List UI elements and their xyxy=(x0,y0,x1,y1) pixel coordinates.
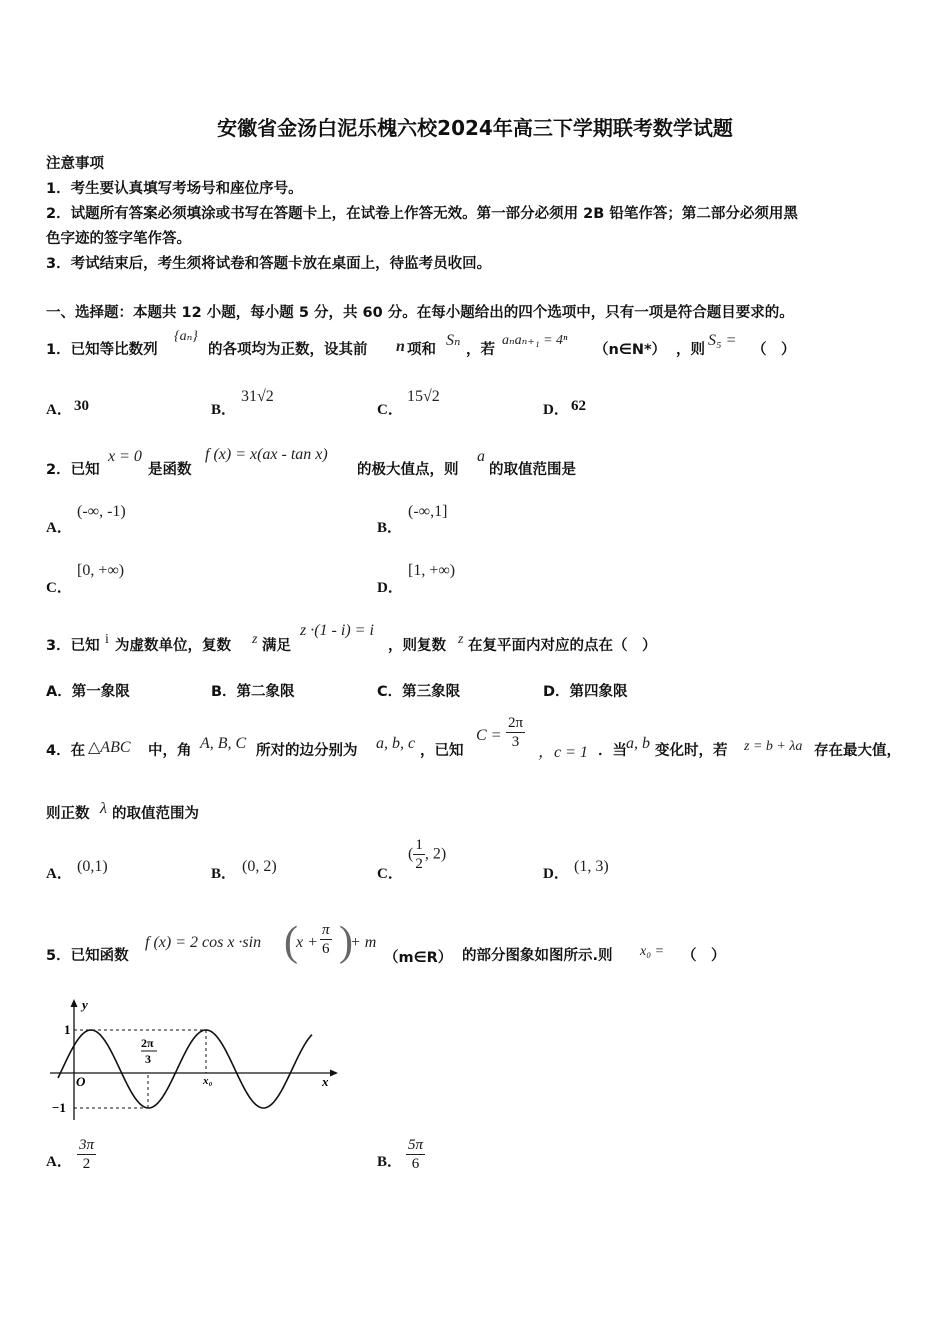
option-label: C． xyxy=(377,402,403,418)
tick-numerator: 2π xyxy=(141,1036,154,1050)
option-value[interactable]: [0, +∞) xyxy=(77,562,125,579)
option[interactable]: B．第二象限 xyxy=(211,684,295,700)
option-value[interactable]: 31√2 xyxy=(241,388,274,405)
tick-denominator: 3 xyxy=(145,1052,151,1066)
function-graph xyxy=(44,996,344,1122)
left-paren: ( xyxy=(284,919,298,965)
option-label: B． xyxy=(211,866,237,882)
option-label: D． xyxy=(377,580,403,596)
option-label: C． xyxy=(377,866,403,882)
option[interactable]: A．第一象限 xyxy=(46,684,130,700)
origin-label: O xyxy=(76,1074,86,1089)
option[interactable]: D．第四象限 xyxy=(543,684,628,700)
option-value[interactable]: $\frac{5\pi}{6}$ xyxy=(408,1137,424,1172)
option-value[interactable]: 15√2 xyxy=(407,388,440,405)
section-heading: 一、选择题：本题共 12 小题，每小题 5 分，共 60 分。在每小题给出的四个选项中，只有一项是符合题目要求的。 xyxy=(46,305,794,321)
sequence-symbol: {aₙ} xyxy=(174,329,198,344)
notice-item: 色字迹的签字笔作答。 xyxy=(46,231,191,247)
option-value[interactable]: (0, 2) xyxy=(242,858,277,875)
notice-item: 2．试题所有答案必须填涂或书写在答题卡上，在试卷上作答无效。第一部分必须用 2B 铅笔作答；第二部分必须用黑 xyxy=(46,206,798,222)
notice-item: 3．考试结束后，考生须将试卷和答题卡放在桌面上，待监考员收回。 xyxy=(46,256,492,272)
option-value[interactable]: 30 xyxy=(74,398,89,414)
option-label: D． xyxy=(543,402,569,418)
function-expression: f (x) = x(ax - tan x) xyxy=(205,446,328,463)
option-label: B． xyxy=(377,1154,403,1170)
option-value[interactable]: (0,1) xyxy=(77,858,108,875)
option-value[interactable]: ( $\frac{1}{2}$ , 2) xyxy=(408,837,447,872)
notice-heading: 注意事项 xyxy=(46,156,104,172)
option-label: A． xyxy=(46,402,72,418)
page-title: 安徽省金汤白泥乐槐六校2024年高三下学期联考数学试题 xyxy=(217,116,733,140)
option-label: B． xyxy=(211,402,237,418)
pi-over-six: $\frac{\pi}{6}$ xyxy=(322,922,330,957)
y-max-label: 1 xyxy=(64,1022,71,1037)
option-value[interactable]: 62 xyxy=(571,398,586,414)
option-label: A． xyxy=(46,520,72,536)
x-axis-label: x xyxy=(322,1074,329,1089)
option-value[interactable]: (-∞,1] xyxy=(408,503,448,520)
y-axis-label: y xyxy=(82,997,88,1012)
option-label: A． xyxy=(46,866,72,882)
x-axis-arrow xyxy=(330,1070,338,1077)
option-label: A． xyxy=(46,1154,72,1170)
option-value[interactable]: (-∞, -1) xyxy=(77,503,126,520)
option-label: D． xyxy=(543,866,569,882)
function-expression: f (x) = 2 cos x ·sin xyxy=(145,934,262,951)
x0-label: x₀ xyxy=(203,1075,213,1087)
option[interactable]: C．第三象限 xyxy=(377,684,461,700)
right-paren: ) xyxy=(339,919,353,965)
y-min-label: −1 xyxy=(52,1100,66,1115)
y-axis-arrow xyxy=(71,999,78,1007)
sine-curve xyxy=(58,1030,312,1108)
complex-equation: z ·(1 - i) = i xyxy=(300,622,374,639)
option-value[interactable]: (1, 3) xyxy=(574,858,609,875)
option-label: C． xyxy=(46,580,72,596)
option-value[interactable]: $\frac{3\pi}{2}$ xyxy=(79,1137,95,1172)
notice-item: 1．考生要认真填写考场号和座位序号。 xyxy=(46,181,303,197)
option-value[interactable]: [1, +∞) xyxy=(408,562,456,579)
half-fraction: $\frac{1}{2}$ xyxy=(415,837,423,872)
angle-c-fraction: $\frac{2\pi}{3}$ xyxy=(508,715,524,750)
recurrence-relation: aₙaₙ₊₁ = 4ⁿ xyxy=(502,333,568,348)
option-label: B． xyxy=(377,520,403,536)
